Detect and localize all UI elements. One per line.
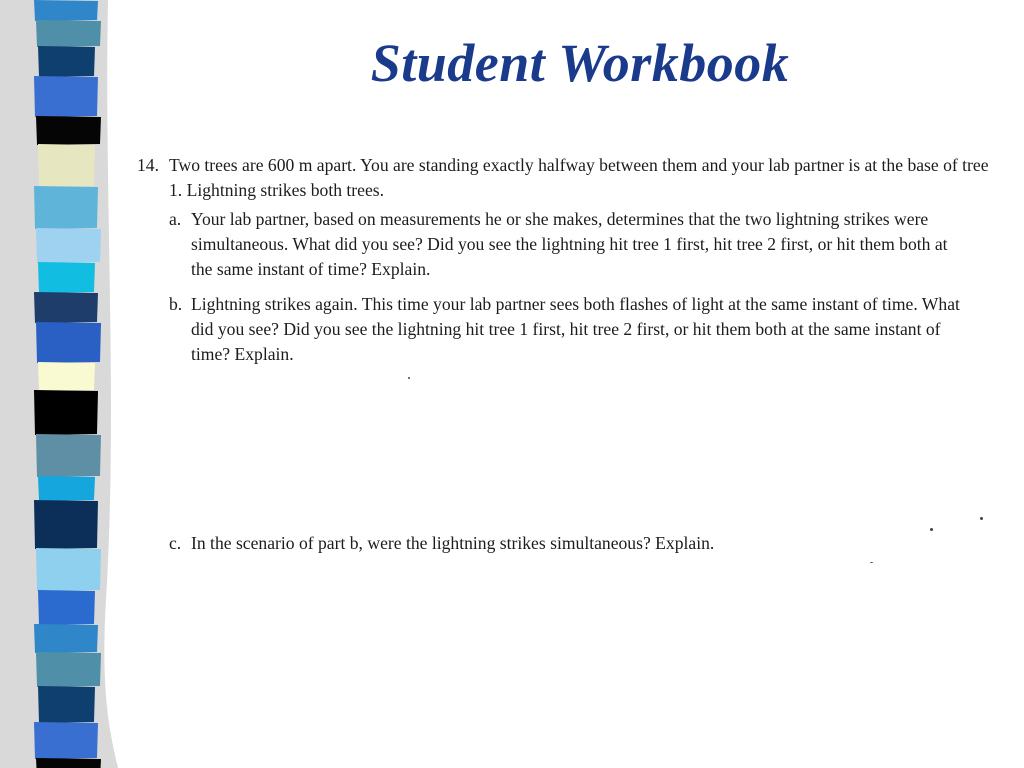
part-a-letter: a. xyxy=(169,209,182,229)
stripe-segment xyxy=(38,686,95,723)
stripe-segment xyxy=(36,434,101,477)
stripe-segment xyxy=(38,476,95,501)
scan-speck xyxy=(980,517,983,520)
stripe-graphic xyxy=(0,0,120,768)
question-14 xyxy=(137,153,997,367)
stripe-segment xyxy=(38,590,95,625)
stripe-segment xyxy=(38,144,95,187)
part-a-text: Your lab partner, based on measurements he or she makes, determines that the two lightning strikes were simultaneous. What did you see? Did you see the lightning hit tree 1 first, hit tree 2 first, or hit them both at the same instant of time? Explain. xyxy=(191,209,948,279)
decorative-stripe-band xyxy=(0,0,120,768)
stripe-segment xyxy=(36,116,101,145)
slide-title: Student Workbook xyxy=(370,33,790,93)
stripe-segment xyxy=(38,46,95,77)
question-number: 14. xyxy=(137,155,159,175)
scan-speck xyxy=(930,528,933,531)
stripe-segment xyxy=(36,652,101,687)
stripe-segment xyxy=(34,624,98,653)
part-b-text: Lightning strikes again. This time your lab partner sees both flashes of light at the same instant of time. What did you see? Did you see the lightning hit tree 1 first, hit tree 2 first, or hit them both at the same instant of time? Explain. xyxy=(191,294,960,364)
part-a xyxy=(169,207,997,282)
stripe-segment xyxy=(38,262,95,293)
stripe-segment xyxy=(34,390,98,435)
part-b-letter: b. xyxy=(169,294,183,314)
question-stem xyxy=(137,153,997,203)
stripe-segment xyxy=(36,758,101,768)
stripe-segment xyxy=(36,548,101,591)
part-c-letter: c. xyxy=(169,533,182,553)
part-c xyxy=(169,531,929,556)
stripe-segment xyxy=(38,362,95,391)
question-stem-text: Two trees are 600 m apart. You are standing exactly halfway between them and your lab partner is at the base of tree 1. Lightning strikes both trees. xyxy=(169,155,989,200)
scan-speck xyxy=(408,377,410,379)
stripe-segment xyxy=(34,292,98,323)
part-c-text: In the scenario of part b, were the lightning strikes simultaneous? Explain. xyxy=(191,533,715,553)
stripe-segment xyxy=(34,0,98,21)
stripe-segment xyxy=(34,722,98,759)
scan-speck xyxy=(870,562,873,563)
part-b xyxy=(169,292,997,367)
stripe-segment xyxy=(34,500,98,549)
stripe-segment xyxy=(36,20,101,47)
stripe-segment xyxy=(36,322,101,363)
stripe-segment xyxy=(34,186,98,229)
stripe-segment xyxy=(34,76,98,117)
stripe-segment xyxy=(36,228,101,263)
